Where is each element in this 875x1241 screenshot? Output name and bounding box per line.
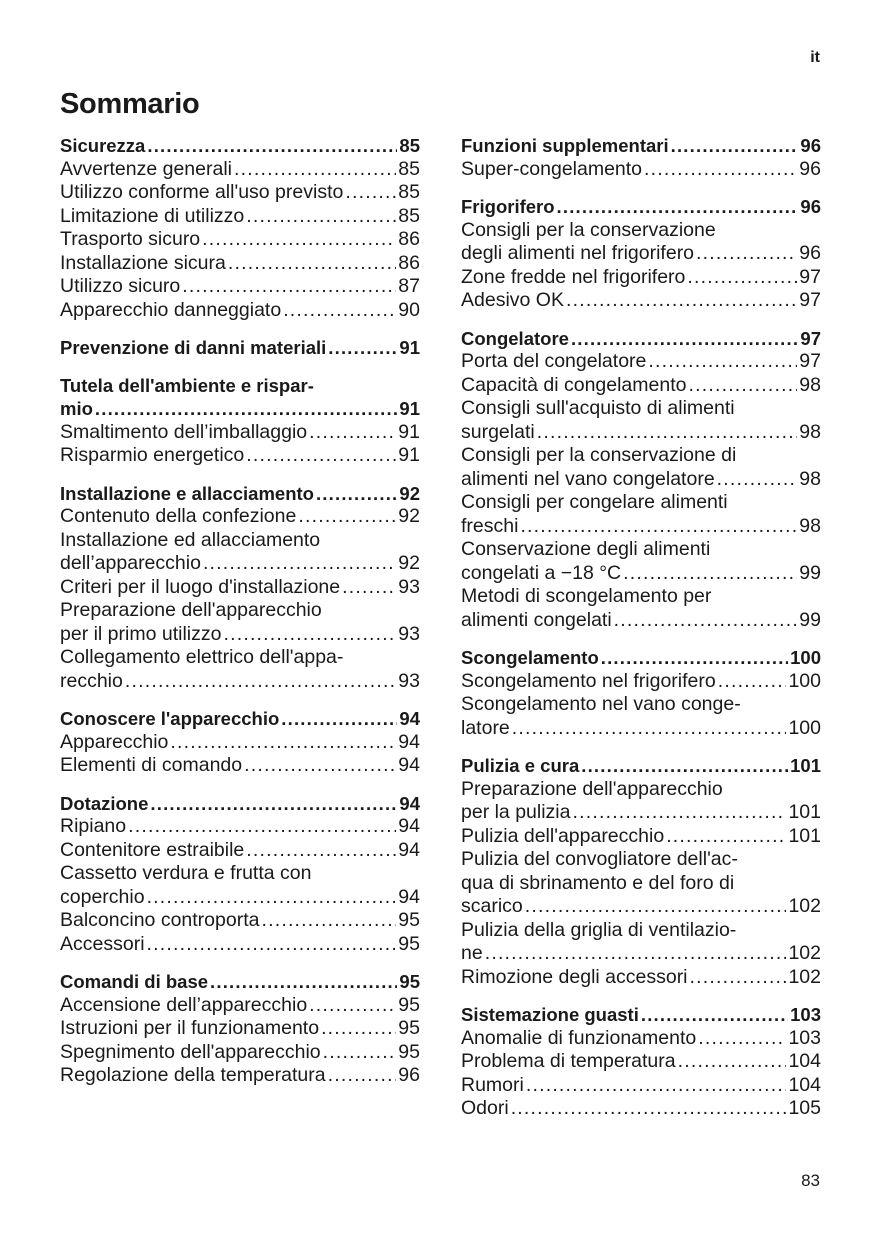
toc-page-number: 100 [788,716,821,739]
toc-page-number: 94 [399,792,420,814]
toc-entry[interactable] [60,421,420,445]
toc-entry-text: Consigli per la conservazione [461,218,716,241]
dot-leader [687,266,797,290]
toc-entry[interactable] [461,1027,821,1051]
toc-entry[interactable] [60,158,420,182]
toc-entry[interactable] [60,444,420,468]
toc-page-number: 94 [398,754,420,776]
toc-entry-text: Rimozione degli accessori [461,965,688,988]
dot-leader [246,444,396,468]
dot-leader [666,825,786,849]
dot-leader [309,994,396,1018]
toc-page-number: 105 [788,1097,821,1119]
toc-entry-text: surgelati [461,420,535,443]
toc-entry-text: coperchio [60,885,145,908]
toc-entry-text: Risparmio energetico [60,444,245,466]
toc-section-heading[interactable] [461,195,821,219]
toc-page-number: 96 [799,157,821,180]
dot-leader [698,1027,786,1051]
toc-page-number: 87 [398,275,420,297]
language-tag: it [810,49,820,66]
toc-page-number: 96 [800,135,821,156]
toc-entry-text: degli alimenti nel frigorifero [461,242,695,264]
toc-entry-text: alimenti congelati [461,608,612,631]
toc-entry[interactable] [60,815,420,839]
toc-entry[interactable] [461,670,821,694]
toc-entry[interactable] [461,778,821,825]
toc-page-number: 100 [790,647,821,668]
toc-entry[interactable] [60,1064,420,1088]
toc-page-number: 85 [399,135,420,156]
toc-entry-text: Preparazione dell'apparecchio [60,599,322,621]
dot-leader [170,731,396,755]
toc-entry-text: Regolazione della temperatura [60,1064,326,1086]
dot-leader [261,909,396,933]
toc-page-number: 100 [788,669,821,692]
dot-leader [323,1041,397,1065]
dot-leader [566,289,797,313]
toc-section [461,195,821,313]
toc-entry-text: Spegnimento dell'apparecchio [60,1040,321,1063]
toc-page-number: 98 [799,373,821,396]
toc-entry[interactable] [461,585,821,632]
toc-page-number: 91 [398,420,420,443]
toc-section-heading[interactable] [60,792,420,816]
toc-entry-text: congelati a −18 °C [461,561,622,584]
toc-page-number: 97 [799,289,821,311]
toc-page-number: 95 [398,1040,420,1063]
toc-page-number: 101 [790,755,821,776]
toc-entry-text: Consigli sull'acquisto di alimenti [461,397,735,419]
toc-page-number: 91 [399,398,420,419]
toc-entry-text: Contenitore estraibile [60,838,245,861]
toc-entry[interactable] [60,275,420,299]
dot-leader [571,327,798,351]
toc-entry-text: Istruzioni per il funzionamento [60,1017,320,1039]
toc-entry-text: Preparazione dell'apparecchio [461,777,723,800]
toc-entry-text: Tutela dell'ambiente e rispar- [60,374,314,396]
toc-page-number: 96 [398,1064,420,1086]
toc-page-number: 94 [398,815,420,837]
dot-leader [223,623,396,647]
dot-leader [281,707,397,731]
toc-entry-text: Accensione dell’apparecchio [60,993,308,1016]
toc-entry[interactable] [60,1041,420,1065]
dot-leader [147,933,397,957]
dot-leader [203,552,396,576]
toc-page-number: 104 [788,1050,821,1072]
toc-entry[interactable] [461,693,821,740]
toc-entry-text: Elementi di comando [60,754,243,776]
toc-entry-text: Metodi di scongelamento per [461,585,712,607]
toc-section-heading[interactable] [60,482,420,506]
toc-entry-text: Pulizia dell'apparecchio [461,824,665,847]
toc-section [461,754,821,989]
dot-leader [601,646,788,670]
toc-section [60,482,420,694]
toc-entry-text: Accessori [60,932,145,955]
toc-section [60,970,420,1088]
dot-leader [688,374,797,398]
dot-leader [150,792,397,816]
dot-leader [485,942,787,966]
toc-entry-text: Prevenzione di danni materiali [60,337,327,358]
toc-page-number: 97 [800,327,821,349]
toc-entry[interactable] [60,646,420,693]
toc-page-number: 99 [799,561,821,584]
toc-section-heading[interactable] [60,970,420,994]
dot-leader [345,181,396,205]
toc-page-number: 102 [788,942,821,964]
dot-leader [316,482,397,506]
toc-page-number: 96 [799,242,821,264]
toc-entry-text: Balconcino controporta [60,909,260,931]
toc-entry-text: qua di sbrinamento e del foro di [461,871,735,894]
toc-entry[interactable] [60,994,420,1018]
toc-entry[interactable] [461,444,821,491]
dot-leader [309,421,396,445]
toc-entry-text: latore [461,716,510,739]
toc-section [461,1003,821,1121]
dot-leader [644,158,797,182]
toc-page-number: 95 [398,909,420,931]
toc-entry[interactable] [461,289,821,313]
toc-entry[interactable] [60,933,420,957]
toc-entry-text: mio [60,398,93,419]
toc-entry-text: Limitazione di utilizzo [60,204,245,227]
dot-leader [328,336,397,360]
dot-leader [526,1074,787,1098]
toc-page-number: 98 [799,467,821,490]
toc-entry-text: Installazione e allacciamento [60,482,314,504]
dot-leader [537,421,798,445]
dot-leader [717,468,798,492]
toc-entry[interactable] [60,862,420,909]
toc-page-number: 104 [788,1073,821,1096]
toc-page-number: 94 [398,838,420,861]
toc-entry[interactable] [60,252,420,276]
dot-leader [147,886,397,910]
toc-entry[interactable] [461,350,821,374]
dot-leader [678,1050,787,1074]
toc-entry-text: Problema di temperatura [461,1050,676,1072]
toc-page-number: 102 [788,895,821,917]
toc-entry-text: Dotazione [60,792,149,814]
toc-page-number: 94 [399,708,420,729]
dot-leader [125,670,396,694]
toc-entry-text: Adesivo OK [461,289,564,311]
toc-entry[interactable] [60,228,420,252]
toc-entry-text: Smaltimento dell’imballaggio [60,420,308,443]
toc-page-number: 93 [398,575,420,598]
toc-section-heading[interactable] [60,374,420,421]
toc-page-number: 103 [788,1026,821,1049]
toc-entry-text: Ripiano [60,815,127,837]
dot-leader [512,717,787,741]
dot-leader [283,299,396,323]
toc-entry-text: Installazione ed allacciamento [60,528,321,551]
dot-leader [520,515,797,539]
toc-entry-text: Pulizia e cura [461,755,580,776]
page-number: 83 [801,1171,820,1190]
toc-entry-text: Porta del congelatore [461,350,647,372]
dot-leader [614,609,798,633]
toc-entry-text: Zone fredde nel frigorifero [461,265,686,288]
toc-entry[interactable] [60,909,420,933]
dot-leader [623,562,797,586]
toc-section [461,327,821,633]
toc-entry[interactable] [461,158,821,182]
toc-section [60,707,420,778]
dot-leader [342,576,396,600]
toc-entry-text: Sistemazione guasti [461,1004,639,1025]
toc-entry-text: Congelatore [461,327,569,349]
toc-page-number: 95 [399,971,420,992]
toc-entry-text: Capacità di congelamento [461,373,687,396]
toc-entry-text: Apparecchio danneggiato [60,298,282,321]
toc-section [60,792,420,957]
toc-entry-text: Utilizzo conforme all'uso previsto [60,181,344,203]
toc-entry-text: Collegamento elettrico dell'appa- [60,646,344,668]
toc-entry-text: Funzioni supplementari [461,135,669,156]
toc-section [60,374,420,468]
toc-entry[interactable] [461,266,821,290]
toc-section-heading[interactable] [461,754,821,778]
dot-leader [511,1097,787,1121]
toc-entry-text: Criteri per il luogo d'installazione [60,575,341,598]
toc-entry-text: Consigli per congelare alimenti [461,491,728,513]
toc-entry[interactable] [60,1017,420,1041]
toc-entry-text: Consigli per la conservazione di [461,444,737,466]
toc-entry-text: Sicurezza [60,135,146,156]
toc-entry-text: Comandi di base [60,971,209,992]
toc-page-number: 95 [398,993,420,1016]
toc-entry[interactable] [60,205,420,229]
toc-entry-text: Pulizia della griglia di ventilazio- [461,918,737,941]
dot-leader [321,1017,396,1041]
toc-entry-text: alimenti nel vano congelatore [461,467,715,490]
toc-entry[interactable] [461,1097,821,1121]
toc-entry-text: Cassetto verdura e frutta con [60,862,312,884]
toc-section [60,336,420,360]
toc-page-number: 86 [398,251,420,274]
toc-page-number: 101 [788,801,821,823]
toc-entry[interactable] [461,919,821,966]
dot-leader [557,195,799,219]
dot-leader [718,670,787,694]
toc-entry-text: dell’apparecchio [60,552,201,574]
toc-page-number: 92 [398,552,420,574]
toc-section-heading[interactable] [461,646,821,670]
toc-page-number: 91 [398,444,420,466]
toc-section-heading[interactable] [461,327,821,351]
toc-entry-text: Installazione sicura [60,251,226,274]
dot-leader [641,1003,788,1027]
toc-entry[interactable] [60,839,420,863]
toc-section [60,134,420,322]
toc-page-number: 90 [398,298,420,321]
toc-entry[interactable] [461,848,821,919]
toc-page-number: 95 [398,932,420,955]
dot-leader [525,895,787,919]
toc-entry[interactable] [461,1074,821,1098]
toc-page-number: 86 [398,228,420,250]
toc-entry-text: Utilizzo sicuro [60,275,181,297]
toc-right-column [461,134,821,1135]
toc-entry-text: Scongelamento nel vano conge- [461,693,741,715]
toc-entry-text: scarico [461,895,523,917]
toc-entry-text: per la pulizia [461,801,571,823]
toc-entry-text: Anomalie di funzionamento [461,1026,697,1049]
toc-entry[interactable] [461,1050,821,1074]
dot-leader [572,801,786,825]
toc-entry[interactable] [60,299,420,323]
toc-page-number: 97 [799,350,821,372]
toc-entry[interactable] [60,599,420,646]
dot-leader [671,134,799,158]
toc-entry[interactable] [461,538,821,585]
dot-leader [648,350,797,374]
toc-entry[interactable] [60,181,420,205]
toc-left-column [60,134,420,1102]
toc-entry[interactable] [461,219,821,266]
page-title: Sommario [60,88,200,120]
dot-leader [328,1064,397,1088]
toc-entry[interactable] [60,529,420,576]
toc-entry-text: Odori [461,1097,509,1119]
toc-entry-text: Frigorifero [461,196,555,217]
toc-page-number: 92 [398,505,420,527]
toc-page-number: 99 [799,608,821,631]
toc-section-heading[interactable] [60,134,420,158]
toc-entry-text: Scongelamento [461,647,599,668]
toc-entry-text: Pulizia del convogliatore dell'ac- [461,848,738,870]
toc-entry-text: Super-congelamento [461,157,643,180]
toc-entry-text: Apparecchio [60,730,169,753]
dot-leader [182,275,396,299]
toc-page-number: 85 [398,204,420,227]
toc-entry-text: Conoscere l'apparecchio [60,708,280,729]
toc-entry-text: Conservazione degli alimenti [461,538,711,560]
toc-page-number: 103 [790,1004,821,1025]
toc-section-heading[interactable] [60,707,420,731]
dot-leader [95,397,398,421]
toc-page-number: 93 [398,669,420,692]
toc-entry-text: per il primo utilizzo [60,622,222,645]
toc-page-number: 94 [398,730,420,753]
dot-leader [246,839,396,863]
toc-entry[interactable] [60,731,420,755]
toc-entry[interactable] [461,397,821,444]
dot-leader [234,158,396,182]
toc-entry-text: Scongelamento nel frigorifero [461,669,716,692]
toc-page-number: 92 [399,482,420,504]
toc-entry[interactable] [60,754,420,778]
toc-section-heading[interactable] [461,1003,821,1027]
dot-leader [228,252,396,276]
toc-page-number: 101 [788,824,821,847]
toc-entry-text: Contenuto della confezione [60,505,297,527]
toc-entry-text: Trasporto sicuro [60,228,201,250]
toc-page-number: 98 [799,514,821,537]
dot-leader [581,754,788,778]
dot-leader [246,205,396,229]
toc-entry[interactable] [461,374,821,398]
dot-leader [202,228,396,252]
toc-entry[interactable] [461,825,821,849]
dot-leader [210,970,397,994]
toc-page-number: 91 [399,337,420,358]
toc-section-heading[interactable] [461,134,821,158]
toc-page-number: 102 [788,965,821,988]
toc-entry[interactable] [60,505,420,529]
toc-entry[interactable] [461,966,821,990]
toc-page-number: 96 [800,196,821,217]
toc-page-number: 85 [398,181,420,203]
dot-leader [128,815,396,839]
toc-entry-text: freschi [461,514,519,537]
toc-page-number: 93 [398,622,420,645]
dot-leader [244,754,396,778]
toc-section [461,646,821,740]
toc-page-number: 95 [398,1017,420,1039]
toc-page-number: 85 [398,157,420,180]
toc-entry[interactable] [60,576,420,600]
dot-leader [298,505,396,529]
toc-section-heading[interactable] [60,336,420,360]
dot-leader [147,134,397,158]
toc-entry-text: recchio [60,669,123,692]
toc-entry-text: Rumori [461,1073,524,1096]
toc-entry-text: ne [461,942,483,964]
dot-leader [690,966,787,990]
toc-page-number: 98 [799,420,821,443]
toc-entry-text: Avvertenze generali [60,157,232,180]
toc-section [461,134,821,181]
toc-entry[interactable] [461,491,821,538]
toc-page-number: 94 [398,885,420,908]
dot-leader [696,242,797,266]
toc-page-number: 97 [799,265,821,288]
